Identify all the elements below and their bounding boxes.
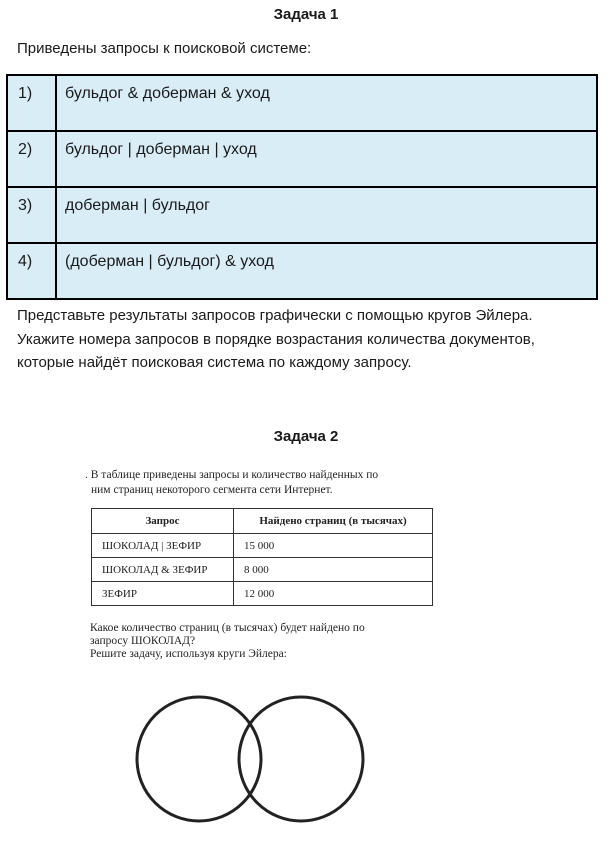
table-header-row	[92, 509, 433, 534]
query-number: 3)	[7, 187, 56, 243]
query-text: доберман | бульдог	[56, 187, 597, 243]
header-found: Найдено страниц (в тысячах)	[234, 509, 433, 534]
prompt-line: ним страниц некоторого сегмента сети Интернет.	[91, 484, 333, 496]
task2-prompt	[85, 468, 435, 498]
task1-title: Задача 1	[273, 6, 339, 23]
header-query: Запрос	[92, 509, 234, 534]
query-text: бульдог | доберман | уход	[56, 131, 597, 187]
cell-found: 8 000	[234, 558, 433, 582]
task2-title: Задача 2	[273, 428, 339, 445]
table-row	[92, 582, 433, 606]
query-text: бульдог & доберман & уход	[56, 75, 597, 131]
instruction-line: Представьте результаты запросов графически с помощью кругов Эйлера.	[17, 307, 533, 324]
question-line: Какое количество страниц (в тысячах) будет найдено по	[90, 622, 365, 634]
euler-diagram	[125, 672, 375, 842]
query-number: 2)	[7, 131, 56, 187]
task2-question	[90, 622, 435, 661]
query-number: 1)	[7, 75, 56, 131]
euler-circle-left	[137, 697, 261, 821]
cell-query: ШОКОЛАД & ЗЕФИР	[92, 558, 234, 582]
query-row	[7, 131, 597, 187]
query-text: (доберман | бульдог) & уход	[56, 243, 597, 299]
table-row	[92, 558, 433, 582]
bullet-mark: .	[85, 469, 91, 481]
queries-table	[6, 74, 598, 300]
instruction-line: которые найдёт поисковая система по каждому запросу.	[17, 354, 412, 371]
query-row	[7, 187, 597, 243]
prompt-line-text: В таблице приведены запросы и количество найденных по	[90, 469, 379, 481]
task1-instructions	[17, 304, 597, 375]
cell-query: ШОКОЛАД | ЗЕФИР	[92, 534, 234, 558]
prompt-line	[85, 468, 435, 483]
question-line: Решите задачу, используя круги Эйлера:	[90, 648, 287, 660]
cell-query: ЗЕФИР	[92, 582, 234, 606]
question-line: запросу ШОКОЛАД?	[90, 635, 196, 647]
task1-intro: Приведены запросы к поисковой системе:	[17, 40, 312, 57]
cell-found: 12 000	[234, 582, 433, 606]
query-number: 4)	[7, 243, 56, 299]
query-row	[7, 243, 597, 299]
instruction-line: Укажите номера запросов в порядке возрастания количества документов,	[17, 330, 535, 348]
query-row	[7, 75, 597, 131]
euler-circle-right	[239, 697, 363, 821]
cell-found: 15 000	[234, 534, 433, 558]
table-row	[92, 534, 433, 558]
search-results-table	[91, 508, 433, 606]
